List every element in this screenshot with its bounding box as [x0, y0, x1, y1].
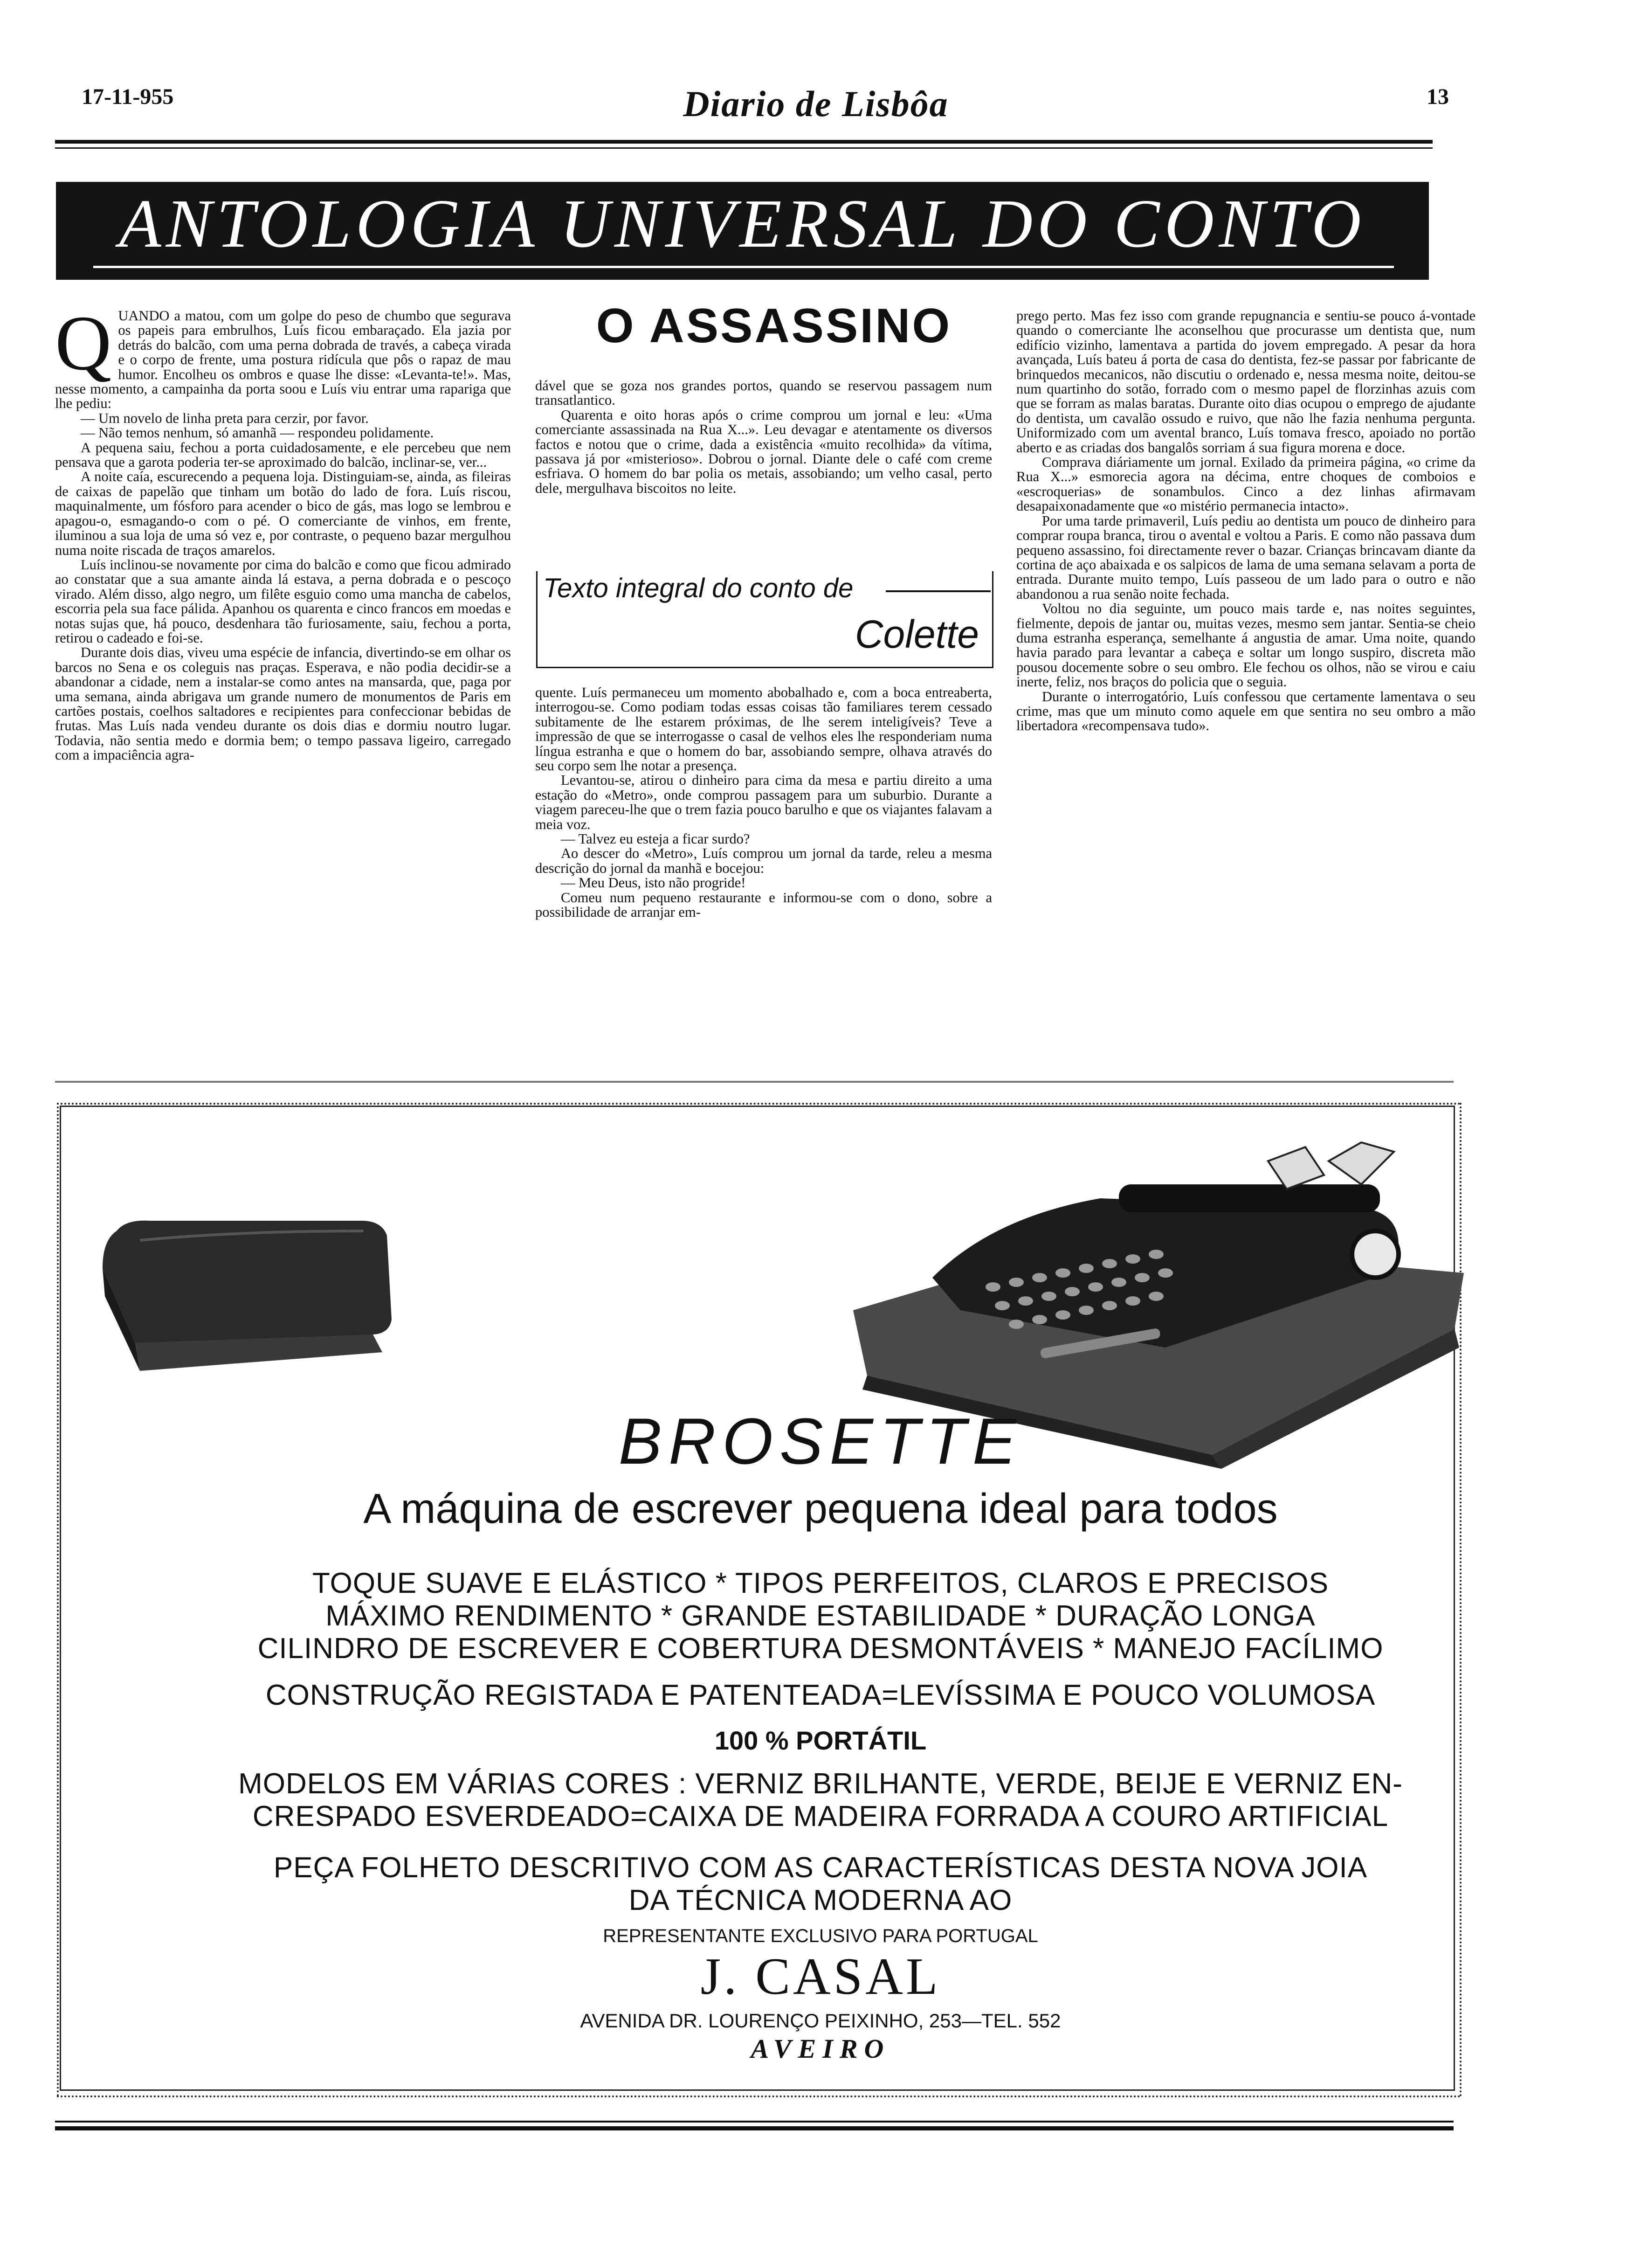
ad-models-line: CRESPADO ESVERDEADO=CAIXA DE MADEIRA FORRADA A COURO ARTIFICIAL [252, 1800, 1389, 1832]
page-bottom-rule [55, 2126, 1454, 2130]
ad-feature-line: MÁXIMO RENDIMENTO * GRANDE ESTABILIDADE * DURAÇÃO LONGA [325, 1600, 1316, 1632]
masthead-rule-top [55, 140, 1433, 144]
paragraph: — Talvez eu esteja a ficar surdo? [561, 831, 750, 847]
paragraph: prego perto. Mas fez isso com grande repugnancia e sentiu-se pouco á-vontade quando o comerciante lhe aconselhou que procurasse um dentista que, num edifício vizinho, lamentava a partida do jovem empregado. A pesar da hora avançada, Luís bateu á porta de casa do dentista, fez-se passar por fabricante de brinquedos mecanicos, não discutiu o ordenado e, nessa mesma noite, deitou-se num quartinho do sotão, forrado com o mesmo papel de florzinhas azuis com que se forram as malas baratas. Durante oito dias ocupou o emprego de ajudante do dentista, um cavalão ossudo e ruivo, que não lhe fazia nenhuma pergunta. Uniformizado com um avental branco, Luís tomava fresco, apoiado no portão aberto e as criadas dos bangalôs sorriam á sua figura morena e doce. [1016, 308, 1476, 456]
ad-slogan: A máquina de escrever pequena ideal para todos [363, 1486, 1278, 1532]
paragraph: A pequena saiu, fechou a porta cuidadosamente, e ele percebeu que nem pensava que a garota poderia ter-se aproximado do balcão, inclinar-se, ver... [55, 439, 511, 470]
masthead-rule-bottom [55, 147, 1433, 149]
story-end-rule [55, 1081, 1454, 1083]
newspaper-name: Diario de Lisbôa [683, 83, 949, 124]
section-banner-underline [93, 266, 1394, 268]
paragraph: Voltou no dia seguinte, um pouco mais tarde e, nas noites seguintes, fielmente, depois de jantar ou, muitas vezes, mesmo sem jantar. Sentia-se cheio duma estranha esperança, semelhante á angustia de amar. Uma noite, quando havia parado para levantar a cabeça e soltar um longo suspiro, discreta mão pousou docemente sobre o seu ombro. Ele fechou os olhos, não se virou e caiu inerte, feliz, nos braços do policia que o seguia. [1016, 601, 1476, 690]
story-column-2-top [535, 379, 992, 567]
author-credit-label: Texto integral do conto de [543, 573, 854, 603]
story-column-2-bottom [535, 685, 992, 1065]
author-credit-rule [886, 590, 991, 592]
paragraph: Quarenta e oito horas após o crime comprou um jornal e leu: «Uma comerciante assassinada na Rua X...». Leu devagar e atentamente os diversos factos e notou que o crime, dada a existência «muito recolhida» da vítima, passava já por «misterioso». Dobrou o jornal. Diante dele o café com creme esfriava. O homem do bar polia os metais, assobiando; um velho casal, perto dele, mergulhava biscoitos no leite. [535, 407, 992, 496]
issue-date: 17-11-955 [82, 84, 174, 109]
story-column-1 [55, 300, 511, 1066]
story-column-3 [1016, 309, 1476, 1066]
paragraph: Levantou-se, atirou o dinheiro para cima da mesa e partiu direito a uma estação do «Metro», onde comprou passagem para um suburbio. Durante a viagem pareceu-lhe que o trem fazia pouco barulho e que os viajantes falavam a meia voz. [535, 772, 992, 832]
paragraph: A noite caía, escurecendo a pequena loja. Distinguiam-se, ainda, as fileiras de caixas de papelão que tinham um botão do lado de fora. Luís riscou, maquinalmente, um fósforo para acender o bico de gás, mas logo se lembrou e apagou-o, esmagando-o com o pé. O comerciante de vinhos, em frente, iluminou a sua loja de uma só vez e, por contraste, o pequeno bazar mergulhou numa noite riscada de traços amarelos. [55, 469, 511, 558]
paragraph: quente. Luís permaneceu um momento abobalhado e, com a boca entreaberta, interrogou-se. Como podiam todas essas coisas tão familiares terem cessado subitamente de lhe estarem próximas, de lhe serem inteligíveis? Teve a impressão de que se interrogasse o casal de velhos eles lhe responderiam numa língua estranha e que o homem do bar, assobiando sempre, olhava através do seu corpo sem lhe notar a presença. [535, 685, 992, 774]
paragraph: — Um novelo de linha preta para cerzir, por favor. [81, 410, 369, 426]
ad-feature-line: CILINDRO DE ESCREVER E COBERTURA DESMONTÁVEIS * MANEJO FACÍLIMO [257, 1632, 1384, 1665]
paragraph: Ao descer do «Metro», Luís comprou um jornal da tarde, releu a mesma descrição do jornal da manhã e bocejou: [535, 845, 992, 876]
page-bottom-rule [55, 2121, 1454, 2123]
ad-brochure-line: DA TÉCNICA MODERNA AO [628, 1884, 1013, 1916]
ad-city: AVEIRO [751, 2033, 890, 2064]
section-banner-title: ANTOLOGIA UNIVERSAL DO CONTO [119, 186, 1366, 262]
paragraph: UANDO a matou, com um golpe do peso de chumbo que segurava os papeis para embrulhos, Luís ficou embaraçado. Ela jazia por detrás do balcão, com uma perna dobrada de través, a cabeça virada e o corpo de frente, uma postura ridícula que pôs o rapaz de mau humor. Encolheu os ombros e quase lhe disse: «Levanta-te!». Mas, nesse momento, a campainha da porta soou e Luís viu entrar uma rapariga que lhe pediu: [55, 308, 511, 412]
ad-feature-line: CONSTRUÇÃO REGISTADA E PATENTEADA=LEVÍSSIMA E POUCO VOLUMOSA [265, 1679, 1376, 1711]
paragraph: — Não temos nenhum, só amanhã — respondeu polidamente. [81, 425, 434, 441]
author-name: Colette [855, 612, 979, 656]
paragraph: Durante dois dias, viveu uma espécie de infancia, divertindo-se em olhar os barcos no Sena e os coleguis nas praças. Esperava, e não podia decidir-se a abandonar a cidade, nem a instalar-se como antes na mansarda, que, paga por uma semana, ainda abrigava um grande numero de monumentos de Paris em cartões postais, coelhos saltadores e recipientes para confeccionar bebidas de frutas. Mas Luís nada vendeu durante os dois dias e dormiu noutro lugar. Todavia, não sentia medo e dormia bem; o tempo passava ligeiro, carregado com a impaciência agra- [55, 644, 511, 763]
ad-models-line: MODELOS EM VÁRIAS CORES : VERNIZ BRILHANTE, VERDE, BEIJE E VERNIZ EN- [238, 1768, 1403, 1800]
page-number: 13 [1427, 84, 1449, 109]
ad-portable: 100 % PORTÁTIL [714, 1726, 927, 1755]
paragraph: Luís inclinou-se novamente por cima do balcão e como que ficou admirado ao constatar que a sua amante ainda lá estava, a perna dobrada e o pescoço virado. Além disso, algo negro, um filête esguio como uma mancha de cabelos, escorria pela sua face pálida. Apanhou os quarenta e cinco francos em moedas e notas sujas que, há pouco, desdenhara tão furiosamente, saiu, fechou a porta, retirou o cadeado e foi-se. [55, 556, 511, 646]
ad-address: AVENIDA DR. LOURENÇO PEIXINHO, 253—TEL. 552 [580, 2010, 1061, 2032]
story-title: O ASSASSINO [596, 299, 952, 353]
ad-brand: BROSETTE [618, 1404, 1023, 1478]
typewriter-case-illustration [84, 1212, 401, 1390]
drop-cap: Q [55, 300, 112, 387]
ad-company: J. CASAL [700, 1948, 941, 2005]
ad-brochure-line: PEÇA FOLHETO DESCRITIVO COM AS CARACTERÍSTICAS DESTA NOVA JOIA [273, 1852, 1368, 1884]
paragraph: Comprava diáriamente um jornal. Exilado da primeira página, «o crime da Rua X...» esmorecia agora na décima, entre choques de comboios e «escroquerias» de sonambulos. Cinco a dez linhas afirmavam desapaixonadamente que «o mistério permanecia intacto». [1016, 454, 1476, 514]
paragraph: Por uma tarde primaveril, Luís pediu ao dentista um pouco de dinheiro para comprar roupa branca, tirou o avental e voltou a Paris. E como não passava dum pequeno assassino, foi directamente rever o bazar. Crianças brincavam diante da cortina de aço abaixada e os salpicos de lama de uma semana selavam a porta de entrada. Durante muito tempo, Luís passeou de um lado para o outro e não abandonou a rua senão noite fechada. [1016, 512, 1476, 602]
ad-feature-line: TOQUE SUAVE E ELÁSTICO * TIPOS PERFEITOS, CLAROS E PRECISOS [312, 1567, 1329, 1599]
paragraph: Durante o interrogatório, Luís confessou que certamente lamentava o seu crime, mas que um minuto como aquele em que sentira no seu ombro a mão libertadora «recompensava tudo». [1016, 688, 1476, 734]
paragraph: — Meu Deus, isto não progride! [561, 875, 746, 891]
paragraph: dável que se goza nos grandes portos, quando se reservou passagem num transatlantico. [535, 378, 992, 408]
ad-representative: REPRESENTANTE EXCLUSIVO PARA PORTUGAL [603, 1926, 1038, 1946]
paragraph: Comeu num pequeno restaurante e informou-se com o dono, sobre a possibilidade de arranjar em- [535, 889, 992, 920]
